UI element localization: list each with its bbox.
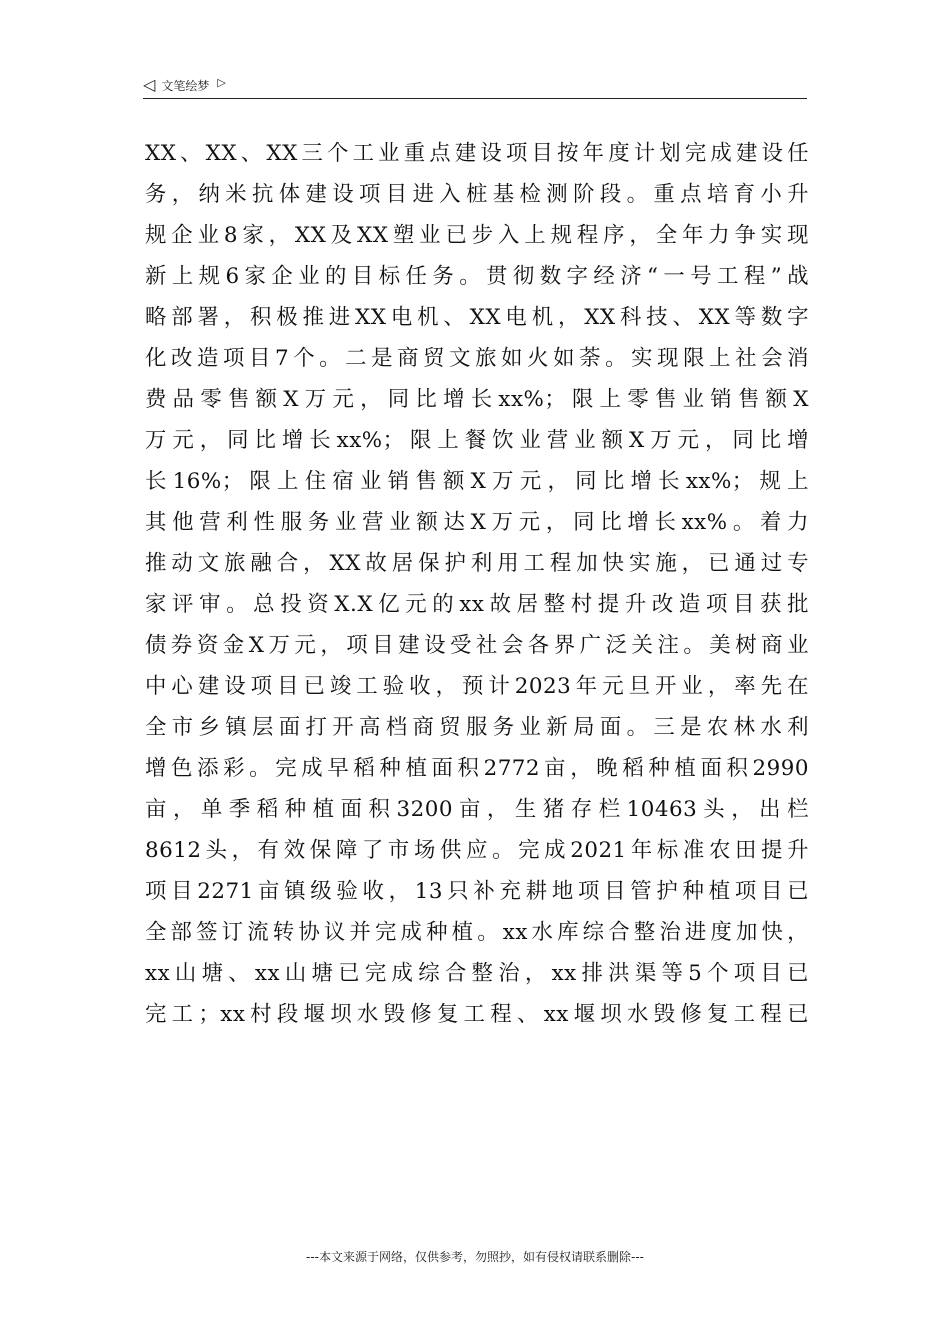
body-line: XX、XX、XX三个工业重点建设项目按年度计划完成建设任 <box>145 141 809 166</box>
body-line: 化改造项目7个。二是商贸文旅如火如荼。实现限上社会消 <box>145 346 809 371</box>
body-line: 项目2271亩镇级验收，13只补充耕地项目管护种植项目已 <box>145 879 809 904</box>
body-line: 新上规6家企业的目标任务。贯彻数字经济“一号工程”战 <box>145 264 809 289</box>
left-triangle-icon: ◁ <box>143 75 156 94</box>
body-line: 全部签订流转协议并完成种植。xx水库综合整治进度加快， <box>145 920 809 945</box>
body-line: 亩，单季稻种植面积3200亩，生猪存栏10463头，出栏 <box>145 797 809 822</box>
body-line: 完工；xx村段堰坝水毁修复工程、xx堰坝水毁修复工程已 <box>145 1002 809 1027</box>
body-line: 规企业8家，XX及XX塑业已步入上规程序，全年力争实现 <box>145 223 809 248</box>
footer-notice: ---本文来源于网络，仅供参考，勿照抄，如有侵权请联系删除--- <box>306 1250 644 1264</box>
body-line: 其他营利性服务业营业额达X万元，同比增长xx%。着力 <box>145 510 809 535</box>
right-triangle-icon: ▷ <box>217 75 226 89</box>
body-line: xx山塘、xx山塘已完成综合整治，xx排洪渠等5个项目已 <box>145 961 809 986</box>
body-line: 债券资金X万元，项目建设受社会各界广泛关注。美树商业 <box>145 633 809 658</box>
page-header <box>143 72 807 99</box>
body-line: 费品零售额X万元，同比增长xx%；限上零售业销售额X <box>145 387 809 412</box>
body-line: 略部署，积极推进XX电机、XX电机，XX科技、XX等数字 <box>145 305 809 330</box>
body-line: 家评审。总投资X.X亿元的xx故居整村提升改造项目获批 <box>145 592 809 617</box>
body-line: 万元，同比增长xx%；限上餐饮业营业额X万元，同比增 <box>145 428 809 453</box>
body-line: 推动文旅融合，XX故居保护利用工程加快实施，已通过专 <box>145 551 809 576</box>
header-title: 文笔绘梦 <box>161 78 210 93</box>
body-line: 中心建设项目已竣工验收，预计2023年元旦开业，率先在 <box>145 674 809 699</box>
body-line: 全市乡镇层面打开高档商贸服务业新局面。三是农林水利 <box>145 715 809 740</box>
document-body <box>145 133 809 1035</box>
body-line: 增色添彩。完成早稻种植面积2772亩，晚稻种植面积2990 <box>145 756 809 781</box>
body-line: 8612头，有效保障了市场供应。完成2021年标准农田提升 <box>145 838 809 863</box>
body-line: 务，纳米抗体建设项目进入桩基检测阶段。重点培育小升 <box>145 182 809 207</box>
body-line: 长16%；限上住宿业销售额X万元，同比增长xx%；规上 <box>145 469 809 494</box>
